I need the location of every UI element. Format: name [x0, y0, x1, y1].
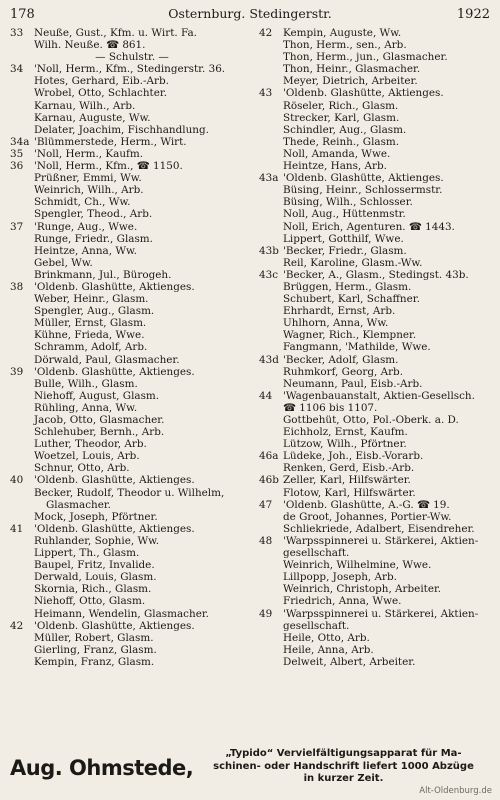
- entry-line: [259, 583, 493, 595]
- entry-text: Lillpopp, Joseph, Arb.: [283, 571, 397, 584]
- entry-line: [10, 559, 254, 571]
- entry-text: 'Oldenb. Glashütte, A.-G. ☎ 19.: [283, 498, 450, 511]
- entry-line: [10, 390, 254, 402]
- entry-line: [10, 124, 254, 136]
- entry-line: [10, 269, 254, 281]
- entry-text: Lippert, Th., Glasm.: [34, 547, 140, 560]
- entry-line: [259, 196, 493, 208]
- entry-line: [259, 595, 493, 607]
- entry-text: Wrobel, Otto, Schlachter.: [34, 87, 168, 100]
- entry-text: Heimann, Wendelin, Glasmacher.: [34, 607, 209, 620]
- entry-line: [10, 100, 254, 112]
- entry-text: 'Blümmerstede, Herm., Wirt.: [34, 135, 187, 148]
- entry-line: [259, 281, 493, 293]
- entry-line: [259, 245, 493, 257]
- entry-text: Heintze, Anna, Ww.: [34, 244, 137, 257]
- entry-text: 'Oldenb. Glashütte, Aktienges.: [34, 280, 195, 293]
- entry-text: gesellschaft.: [283, 547, 350, 560]
- entry-line: [259, 620, 493, 632]
- entry-line: [259, 474, 493, 486]
- entry-text: Skornia, Rich., Glasm.: [34, 583, 152, 596]
- entry-text: 'Oldenb. Glashütte, Aktienges.: [283, 87, 444, 100]
- entry-line: [10, 462, 254, 474]
- entry-line: [259, 221, 493, 233]
- entry-text: Thede, Reinh., Glasm.: [283, 135, 400, 148]
- entry-line: [10, 499, 254, 511]
- entry-text: Dörwald, Paul, Glasmacher.: [34, 353, 180, 366]
- entry-line: [10, 184, 254, 196]
- entry-text: Derwald, Louis, Glasm.: [34, 571, 157, 584]
- entry-text: Kühne, Frieda, Wwe.: [34, 329, 145, 342]
- entry-line: [259, 402, 493, 414]
- house-number: 39: [10, 365, 24, 378]
- entry-line: [10, 474, 254, 486]
- entry-text: Lippert, Gotthilf, Wwe.: [283, 232, 404, 245]
- entry-line: [259, 269, 493, 281]
- entry-line: [10, 354, 254, 366]
- entry-line: [10, 656, 254, 668]
- entry-line: [259, 136, 493, 148]
- entry-line: [10, 511, 254, 523]
- entry-text: Schnur, Otto, Arb.: [34, 462, 130, 475]
- entry-text: Thon, Herm., jun., Glasmacher.: [283, 51, 448, 64]
- entry-text: Kempin, Auguste, Ww.: [283, 27, 402, 39]
- entry-line: [259, 27, 493, 39]
- entry-line: [259, 293, 493, 305]
- house-number: 43b: [259, 244, 279, 257]
- entry-text: Weinrich, Wilh., Arb.: [34, 184, 144, 197]
- ad-line: schinen- oder Handschrift liefert 1000 Abzüge: [213, 760, 474, 772]
- page-header: [10, 4, 490, 26]
- entry-line: [259, 100, 493, 112]
- entry-text: Ehrhardt, Ernst, Arb.: [283, 305, 396, 318]
- house-number: 38: [10, 280, 24, 293]
- entry-line: [259, 378, 493, 390]
- entry-line: [259, 462, 493, 474]
- house-number: 34: [10, 63, 24, 76]
- entry-text: Wilh. Neuße. ☎ 861.: [34, 39, 146, 52]
- house-number: 46a: [259, 450, 279, 463]
- house-number: 33: [10, 27, 24, 39]
- entry-line: [259, 487, 493, 499]
- entry-text: 'Becker, Adolf, Glasm.: [283, 353, 399, 366]
- entry-text: Schlehuber, Bernh., Arb.: [34, 426, 165, 439]
- entry-text: Eichholz, Ernst, Kaufm.: [283, 426, 408, 439]
- entry-line: [10, 487, 254, 499]
- entry-text: — Schulstr. —: [95, 51, 169, 64]
- ad-line: „Typido“ Vervielfältigungsapparat für Ma-: [225, 748, 462, 759]
- entry-line: [259, 414, 493, 426]
- entry-line: [259, 499, 493, 511]
- house-number: 49: [259, 607, 273, 620]
- right-column: [259, 27, 493, 668]
- entry-text: 'Noll, Herm., Kfm., Stedingerstr. 36.: [34, 63, 226, 76]
- entry-text: Mock, Joseph, Pförtner.: [34, 510, 158, 523]
- entry-line: [10, 233, 254, 245]
- advertisement: [10, 748, 492, 788]
- entry-line: [10, 148, 254, 160]
- entry-text: Büsing, Wilh., Schlosser.: [283, 196, 413, 209]
- entry-line: [259, 51, 493, 63]
- entry-line: [10, 632, 254, 644]
- entry-text: Baupel, Fritz, Invalide.: [34, 559, 155, 572]
- entry-line: [10, 583, 254, 595]
- entry-text: 'Warpsspinnerei u. Stärkerei, Aktien-: [283, 607, 479, 620]
- entry-line: [10, 293, 254, 305]
- entry-line: [10, 450, 254, 462]
- entry-line: [259, 317, 493, 329]
- entry-text: 'Oldenb. Glashütte, Aktienges.: [34, 522, 195, 535]
- entry-line: [10, 366, 254, 378]
- entry-line: [259, 559, 493, 571]
- entry-text: Luther, Theodor, Arb.: [34, 438, 147, 451]
- house-number: 43c: [259, 268, 279, 281]
- entry-line: [10, 608, 254, 620]
- entry-text: Delweit, Albert, Arbeiter.: [283, 655, 416, 668]
- entry-text: 'Runge, Aug., Wwe.: [34, 220, 138, 233]
- entry-text: Uhlhorn, Anna, Ww.: [283, 317, 389, 330]
- advertisement-text: [195, 748, 492, 786]
- entry-line: [259, 172, 493, 184]
- entry-line: [10, 438, 254, 450]
- entry-text: Reil, Karoline, Glasm.-Ww.: [283, 256, 423, 269]
- entry-line: [259, 366, 493, 378]
- entry-line: [10, 535, 254, 547]
- house-number: 37: [10, 220, 24, 233]
- entry-line: [10, 87, 254, 99]
- entry-line: [259, 208, 493, 220]
- entry-text: Karnau, Wilh., Arb.: [34, 99, 136, 112]
- entry-text: Fangmann, 'Mathilde, Wwe.: [283, 341, 431, 354]
- entry-line: [259, 535, 493, 547]
- entry-text: Schramm, Adolf, Arb.: [34, 341, 148, 354]
- entry-line: [259, 329, 493, 341]
- entry-text: Büsing, Heinr., Schlossermstr.: [283, 184, 443, 197]
- entry-text: de Groot, Johannes, Portier-Ww.: [283, 510, 452, 523]
- entry-line: [259, 87, 493, 99]
- entry-text: Woetzel, Louis, Arb.: [34, 450, 140, 463]
- entry-line: [259, 511, 493, 523]
- entry-line: [259, 305, 493, 317]
- entry-line: [259, 547, 493, 559]
- entry-line: [259, 608, 493, 620]
- entry-line: [259, 354, 493, 366]
- entry-text: Niehoff, Otto, Glasm.: [34, 595, 146, 608]
- entry-text: Zeller, Karl, Hilfswärter.: [283, 474, 411, 487]
- entry-line: [259, 39, 493, 51]
- entry-line: [259, 426, 493, 438]
- entry-line: [10, 257, 254, 269]
- house-number: 47: [259, 498, 273, 511]
- entry-line: [259, 75, 493, 87]
- entry-text: Renken, Gerd, Eisb.-Arb.: [283, 462, 415, 475]
- house-number: 43: [259, 87, 273, 100]
- entry-text: Jacob, Otto, Glasmacher.: [34, 414, 165, 426]
- house-number: 41: [10, 522, 24, 535]
- entry-text: Spengler, Aug., Glasm.: [34, 305, 155, 318]
- entry-text: Neumann, Paul, Eisb.-Arb.: [283, 377, 423, 390]
- house-number: 44: [259, 389, 273, 402]
- house-number: 42: [10, 619, 24, 632]
- entry-text: 'Oldenb. Glashütte, Aktienges.: [283, 172, 444, 185]
- entry-text: gesellschaft.: [283, 619, 350, 632]
- entry-text: Brüggen, Herm., Glasm.: [283, 280, 412, 293]
- entry-text: Flotow, Karl, Hilfswärter.: [283, 486, 416, 499]
- entry-line: [10, 196, 254, 208]
- entry-line: [10, 27, 254, 39]
- entry-text: Müller, Robert, Glasm.: [34, 631, 154, 644]
- entry-text: Strecker, Karl, Glasm.: [283, 111, 400, 124]
- entry-text: Heintze, Hans, Arb.: [283, 160, 387, 173]
- entry-text: Brinkmann, Jul., Bürogeh.: [34, 268, 172, 281]
- entry-line: [10, 644, 254, 656]
- entry-text: Lüdeke, Joh., Eisb.-Vorarb.: [283, 450, 424, 463]
- entry-text: Heile, Anna, Arb.: [283, 643, 374, 656]
- entry-line: [259, 632, 493, 644]
- entry-text: Noll, Erich, Agenturen. ☎ 1443.: [283, 220, 455, 233]
- entry-text: Kempin, Franz, Glasm.: [34, 655, 155, 668]
- entry-line: [10, 112, 254, 124]
- entry-line: [259, 438, 493, 450]
- entry-line: [10, 208, 254, 220]
- entry-line: [10, 426, 254, 438]
- entry-text: Schmidt, Ch., Ww.: [34, 196, 131, 209]
- entry-text: 'Oldenb. Glashütte, Aktienges.: [34, 619, 195, 632]
- entry-text: Wagner, Rich., Klempner.: [283, 329, 417, 342]
- entry-text: Hotes, Gerhard, Eib.-Arb.: [34, 75, 169, 88]
- house-number: 43a: [259, 172, 279, 185]
- entry-line: [259, 450, 493, 462]
- entry-text: Schindler, Aug., Glasm.: [283, 123, 407, 136]
- entry-line: [10, 571, 254, 583]
- entry-text: Gierling, Franz, Glasm.: [34, 643, 157, 656]
- entry-line: [10, 414, 254, 426]
- house-number: 34a: [10, 135, 30, 148]
- entry-text: 'Wagenbauanstalt, Aktien-Gesellsch.: [283, 389, 475, 402]
- entry-line: [10, 378, 254, 390]
- page-number: 178: [10, 7, 35, 22]
- entry-line: [259, 523, 493, 535]
- entry-line: [259, 644, 493, 656]
- entry-line: [259, 124, 493, 136]
- house-number: 46b: [259, 474, 279, 487]
- entry-text: Schliekriede, Adalbert, Eisendreher.: [283, 522, 475, 535]
- entry-line: [10, 402, 254, 414]
- entry-text: Noll, Aug., Hüttenmstr.: [283, 208, 406, 221]
- entry-line: [10, 221, 254, 233]
- entry-text: Bulle, Wilh., Glasm.: [34, 377, 138, 390]
- entry-line: [259, 257, 493, 269]
- entry-text: Neuße, Gust., Kfm. u. Wirt. Fa.: [34, 27, 197, 39]
- ad-line: in kurzer Zeit.: [303, 773, 384, 784]
- entry-line: [10, 620, 254, 632]
- house-number: 43d: [259, 353, 279, 366]
- entry-text: Niehoff, August, Glasm.: [34, 389, 160, 402]
- entry-text: 'Noll, Herm., Kfm., ☎ 1150.: [34, 160, 183, 173]
- entry-line: [259, 571, 493, 583]
- entry-line: [259, 341, 493, 353]
- entry-text: Schubert, Karl, Schaffner.: [283, 293, 420, 306]
- entry-line: [10, 245, 254, 257]
- entry-line: [259, 390, 493, 402]
- entry-line: [10, 317, 254, 329]
- entry-line: [10, 51, 254, 63]
- entry-text: Ruhmkorf, Georg, Arb.: [283, 365, 404, 378]
- entry-line: [10, 172, 254, 184]
- entry-text: Rühling, Anna, Ww.: [34, 401, 138, 414]
- entry-line: [10, 160, 254, 172]
- left-column: [10, 27, 254, 668]
- entry-text: 'Warpsspinnerei u. Stärkerei, Aktien-: [283, 534, 479, 547]
- page-title: Osternburg. Stedingerstr.: [168, 6, 332, 21]
- advertiser-name: Aug. Ohmstede,: [10, 756, 194, 780]
- entry-text: 'Oldenb. Glashütte, Aktienges.: [34, 474, 195, 487]
- entry-line: [10, 39, 254, 51]
- entry-line: [10, 341, 254, 353]
- entry-text: Thon, Herm., sen., Arb.: [283, 39, 407, 52]
- entry-line: [10, 136, 254, 148]
- house-number: 48: [259, 534, 273, 547]
- entry-text: Thon, Heinr., Glasmacher.: [283, 63, 421, 76]
- house-number: 40: [10, 474, 24, 487]
- entry-text: Gottbehüt, Otto, Pol.-Oberk. a. D.: [283, 414, 459, 426]
- entry-line: [259, 656, 493, 668]
- entry-line: [10, 547, 254, 559]
- entry-text: Weinrich, Wilhelmine, Wwe.: [283, 559, 432, 572]
- house-number: 42: [259, 27, 273, 39]
- entry-line: [10, 595, 254, 607]
- entry-line: [259, 184, 493, 196]
- entry-text: Becker, Rudolf, Theodor u. Wilhelm,: [34, 486, 225, 499]
- entry-line: [10, 75, 254, 87]
- year: 1922: [456, 7, 490, 22]
- entry-text: Müller, Ernst, Glasm.: [34, 317, 147, 330]
- entry-text: 'Becker, A., Glasm., Stedingst. 43b.: [283, 268, 469, 281]
- entry-text: Lützow, Wilh., Pförtner.: [283, 438, 407, 451]
- entry-text: Glasmacher.: [46, 498, 111, 511]
- entry-line: [10, 329, 254, 341]
- entry-text: Heile, Otto, Arb.: [283, 631, 370, 644]
- entry-text: Weinrich, Christoph, Arbeiter.: [283, 583, 442, 596]
- entry-text: Röseler, Rich., Glasm.: [283, 99, 399, 112]
- entry-line: [259, 112, 493, 124]
- entry-text: Delater, Joachim, Fischhandlung.: [34, 123, 209, 136]
- entry-text: Spengler, Theod., Arb.: [34, 208, 153, 221]
- entry-text: Friedrich, Anna, Wwe.: [283, 595, 402, 608]
- entry-line: [10, 523, 254, 535]
- house-number: 35: [10, 147, 24, 160]
- entry-line: [259, 148, 493, 160]
- entry-text: 'Oldenb. Glashütte, Aktienges.: [34, 365, 195, 378]
- entry-text: ☎ 1106 bis 1107.: [283, 401, 378, 414]
- entry-text: 'Becker, Friedr., Glasm.: [283, 244, 407, 257]
- entry-line: [10, 305, 254, 317]
- entry-text: Runge, Friedr., Glasm.: [34, 232, 153, 245]
- entry-text: Noll, Amanda, Wwe.: [283, 147, 391, 160]
- entry-text: 'Noll, Herm., Kaufm.: [34, 147, 144, 160]
- entry-text: Weber, Heinr., Glasm.: [34, 293, 149, 306]
- entry-text: Karnau, Auguste, Ww.: [34, 111, 151, 124]
- entry-line: [259, 233, 493, 245]
- entry-text: Prüßner, Emmi, Ww.: [34, 172, 142, 185]
- watermark: Alt-Oldenburg.de: [419, 786, 492, 796]
- entry-line: [259, 63, 493, 75]
- entry-text: Gebel, Ww.: [34, 256, 93, 269]
- entry-line: [259, 160, 493, 172]
- entry-text: Meyer, Dietrich, Arbeiter.: [283, 75, 418, 88]
- entry-line: [10, 63, 254, 75]
- entry-text: Ruhlander, Sophie, Ww.: [34, 534, 160, 547]
- entry-line: [10, 281, 254, 293]
- house-number: 36: [10, 160, 24, 173]
